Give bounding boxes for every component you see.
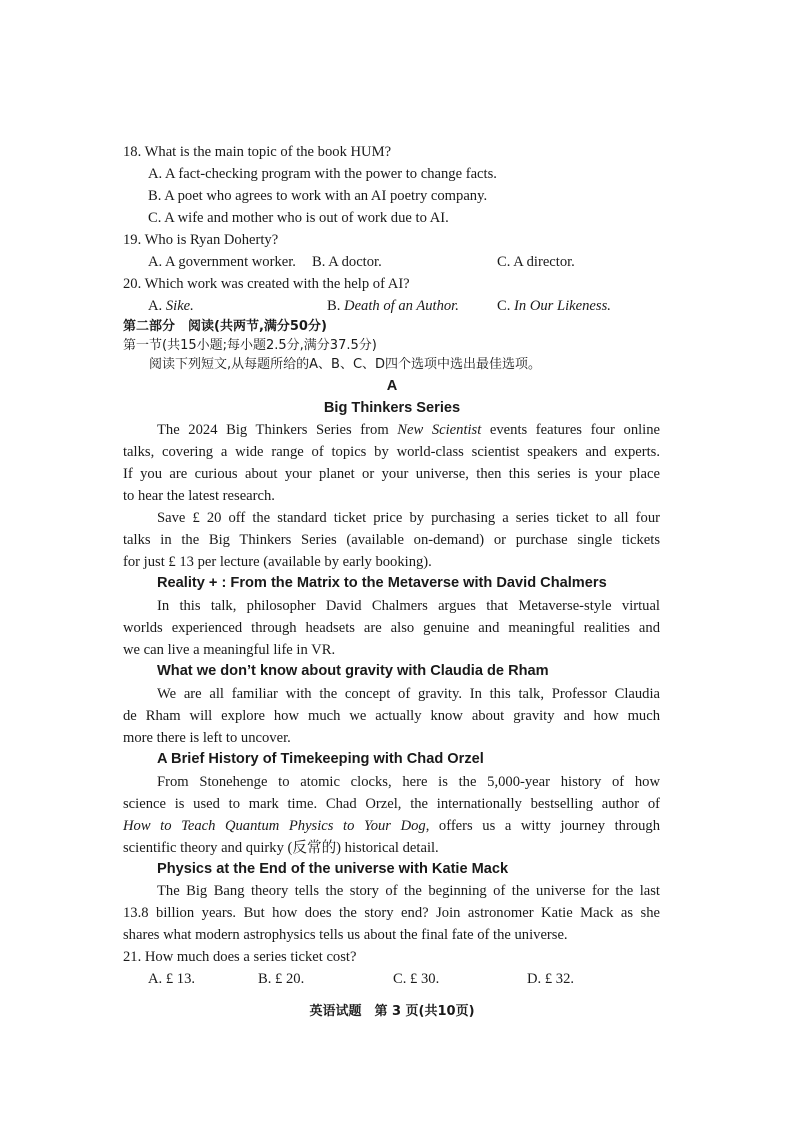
question-21-option-c: C. £ 30. [393, 971, 440, 987]
option-prefix: C. [497, 298, 515, 314]
question-21-option-d: D. £ 32. [527, 971, 575, 987]
talk-2-line-1: We are all familiar with the concept of gravity. In this talk, Professor Claudia [157, 686, 660, 702]
question-18-option-a: A. A fact-checking program with the power to change facts. [148, 166, 497, 182]
talk-3-line-2: science is used to mark time. Chad Orzel, the internationally bestselling author of [123, 796, 660, 812]
talk-1-title: Reality + : From the Matrix to the Metaverse with David Chalmers [157, 575, 607, 591]
talk-3-line-1: From Stonehenge to atomic clocks, here is the 5,000-year history of how [157, 774, 660, 790]
paragraph-1-line-3: If you are curious about your planet or your universe, then this series is your place [123, 466, 660, 482]
question-19-stem: 19. Who is Ryan Doherty? [123, 232, 279, 248]
reading-instruction: 阅读下列短文,从每题所给的A、B、C、D四个选项中选出最佳选项。 [149, 357, 542, 372]
question-20-stem: 20. Which work was created with the help of AI? [123, 276, 410, 292]
talk-3-title: A Brief History of Timekeeping with Chad Orzel [157, 751, 484, 767]
paragraph-1-line-4: to hear the latest research. [123, 488, 275, 504]
question-19-option-a: A. A government worker. [148, 254, 296, 270]
paragraph-2-line-3: for just £ 13 per lecture (available by early booking). [123, 554, 432, 570]
talk-4-line-3: shares what modern astrophysics tells us about the final fate of the universe. [123, 927, 568, 943]
paragraph-2-line-2: talks in the Big Thinkers Series (available on-demand) or purchase single tickets [123, 532, 660, 548]
paragraph-1-line-1 [157, 421, 660, 439]
text-run: events features four online [481, 422, 660, 438]
question-20-option-c [497, 297, 611, 315]
question-18-stem: 18. What is the main topic of the book HUM? [123, 144, 392, 160]
page-footer: 英语试题 第 3 页(共10页) [309, 1004, 475, 1019]
passage-letter: A [386, 378, 398, 394]
question-20-option-a [148, 297, 194, 315]
talk-3-line-3 [123, 817, 660, 835]
option-prefix: A. [148, 298, 166, 314]
talk-1-line-1: In this talk, philosopher David Chalmers argues that Metaverse-style virtual [157, 598, 660, 614]
talk-4-line-1: The Big Bang theory tells the story of the beginning of the universe for the last [157, 883, 660, 899]
question-20-option-b [327, 297, 459, 315]
talk-4-title: Physics at the End of the universe with Katie Mack [157, 861, 509, 877]
talk-4-line-2: 13.8 billion years. But how does the story end? Join astronomer Katie Mack as she [123, 905, 660, 921]
passage-title: Big Thinkers Series [323, 400, 461, 416]
talk-2-line-2: de Rham will explore how much we actually know about gravity and how much [123, 708, 660, 724]
talk-1-line-3: we can live a meaningful life in VR. [123, 642, 336, 658]
option-title: Sike. [165, 298, 194, 314]
section-one-heading: 第一节(共15小题;每小题2.5分,满分37.5分) [123, 338, 377, 353]
question-21-option-b: B. £ 20. [258, 971, 305, 987]
talk-3-line-4: scientific theory and quirky (反常的) historical detail. [123, 840, 439, 856]
option-title: Death of an Author. [344, 298, 459, 314]
talk-2-line-3: more there is left to uncover. [123, 730, 291, 746]
part-two-heading: 第二部分 阅读(共两节,满分50分) [123, 319, 327, 334]
paragraph-2-line-1: Save £ 20 off the standard ticket price by purchasing a series ticket to all four [157, 510, 660, 526]
talk-1-line-2: worlds experienced through headsets are also genuine and meaningful realities and [123, 620, 660, 636]
text-run: , offers us a witty journey through [425, 818, 660, 834]
publication-name: New Scientist [397, 422, 482, 438]
option-title: In Our Likeness. [514, 298, 611, 314]
text-run: The 2024 Big Thinkers Series from [157, 422, 398, 438]
question-21-stem: 21. How much does a series ticket cost? [123, 949, 357, 965]
question-21-option-a: A. £ 13. [148, 971, 196, 987]
talk-2-title: What we don’t know about gravity with Claudia de Rham [157, 663, 549, 679]
question-19-option-b: B. A doctor. [312, 254, 382, 270]
book-title: How to Teach Quantum Physics to Your Dog [123, 818, 426, 834]
paragraph-1-line-2: talks, covering a wide range of topics by world-class scientist speakers and experts. [123, 444, 660, 460]
option-prefix: B. [327, 298, 345, 314]
question-18-option-c: C. A wife and mother who is out of work due to AI. [148, 210, 449, 226]
question-19-option-c: C. A director. [497, 254, 575, 270]
question-18-option-b: B. A poet who agrees to work with an AI poetry company. [148, 188, 488, 204]
